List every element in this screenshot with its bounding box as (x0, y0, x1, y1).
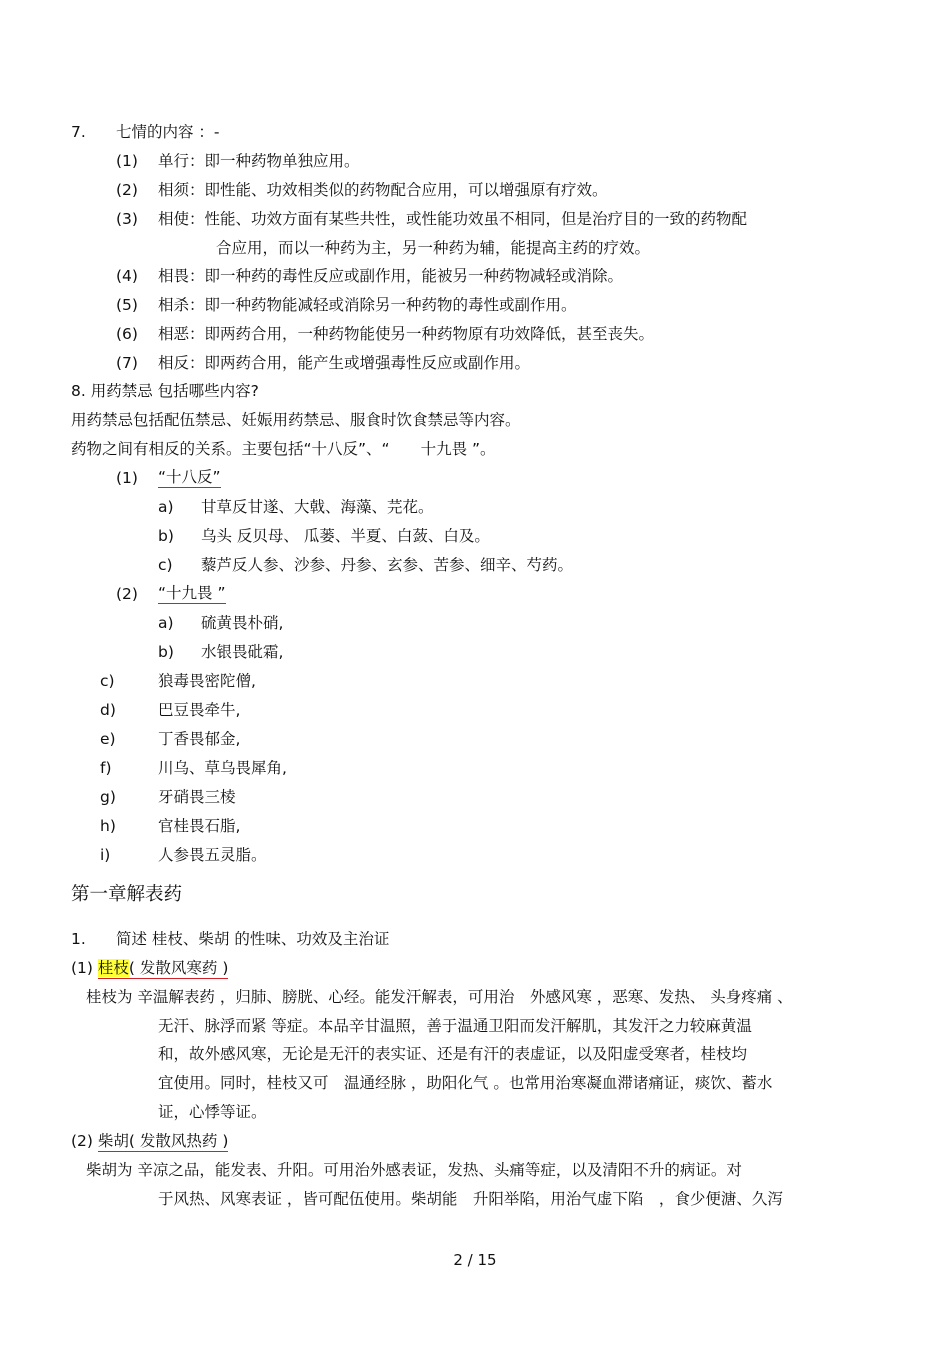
sub-item-text: 水银畏砒霜, (201, 643, 284, 661)
herb-number: (2) (71, 1132, 93, 1150)
paragraph-line: 和，故外感风寒，无论是无汗的表实证、还是有汗的表虚证，以及阳虚受寒者，桂枝均 (158, 1045, 748, 1063)
item-text: 相恶：即两药合用，一种药物能使另一种药物原有功效降低，甚至丧失。 (158, 325, 655, 343)
item-number: (1) (116, 152, 138, 170)
question-text: 简述 桂枝、柴胡 的性味、功效及主治证 (116, 930, 390, 948)
sub-item-number: f) (100, 759, 112, 777)
underlined-label: “十九畏 ” (158, 584, 226, 602)
question-number: 1. (71, 930, 86, 948)
paragraph: 药物之间有相反的关系。主要包括“十八反”、“ 十九畏 ”。 (71, 440, 496, 458)
herb-heading-chaihu (71, 1131, 228, 1151)
sub-item-number: b) (158, 527, 174, 545)
eighteen-antagonisms-label (158, 467, 221, 487)
item-number: (6) (116, 325, 138, 343)
item-number: (7) (116, 354, 138, 372)
paragraph-line: 桂枝为 辛温解表药 ，归肺、膀胱、心经。能发汗解表，可用治 外感风寒 ，恶寒、发热、 头身疼痛 、 (86, 988, 793, 1006)
page-number: 2 / 15 (453, 1251, 497, 1269)
item-text: 相须：即性能、功效相类似的药物配合应用，可以增强原有疗效。 (158, 181, 608, 199)
sub-item-number: b) (158, 643, 174, 661)
chapter-title: 第一章解表药 (71, 884, 183, 905)
sub-item-text: 狼毒畏密陀僧, (158, 672, 256, 690)
herb-heading-guizhi (71, 958, 228, 978)
sub-item-text: 丁香畏郁金, (158, 730, 241, 748)
sub-item-number: a) (158, 498, 174, 516)
item-text: 单行：即一种药物单独应用。 (158, 152, 360, 170)
paragraph-line: 无汗、脉浮而紧 等症。本品辛甘温照，善于温通卫阳而发汗解肌，其发汗之力较麻黄温 (158, 1017, 752, 1035)
sub-item-number: c) (100, 672, 115, 690)
item-text: 相畏：即一种药的毒性反应或副作用，能被另一种药物减轻或消除。 (158, 267, 624, 285)
sub-item-text: 人参畏五灵脂。 (158, 846, 267, 864)
item-number: (1) (116, 469, 138, 487)
sub-item-text: 甘草反甘遂、大戟、海藻、芫花。 (201, 498, 434, 516)
item-number: (3) (116, 210, 138, 228)
sub-item-text: 巴豆畏牵牛, (158, 701, 241, 719)
underlined-label: “十八反” (158, 468, 221, 486)
item-number: (2) (116, 181, 138, 199)
highlighted-herb-name: 桂枝 (97, 959, 129, 977)
herb-number: (1) (71, 959, 93, 977)
paragraph-line: 于风热、风寒表证 ，皆可配伍使用。柴胡能 升阳举陷，用治气虚下陷 ，食少便溏、久泻 (158, 1190, 783, 1208)
paragraph-line: 宜使用。同时，桂枝又可 温通经脉 ，助阳化气 。也常用治寒凝血滞诸痛证，痰饮、蓄水 (158, 1074, 773, 1092)
section-7-number: 7. (71, 123, 86, 141)
paragraph: 用药禁忌包括配伍禁忌、妊娠用药禁忌、服食时饮食禁忌等内容。 (71, 411, 521, 429)
item-text: 相使：性能、功效方面有某些共性，或性能功效虽不相同，但是治疗目的一致的药物配 (158, 210, 748, 228)
section-8-title: 8. 用药禁忌 包括哪些内容? (71, 382, 259, 400)
sub-item-number: g) (100, 788, 116, 806)
item-number: (4) (116, 267, 138, 285)
herb-name-group (98, 1132, 228, 1152)
sub-item-text: 藜芦反人参、沙参、丹参、玄参、苦参、细辛、芍药。 (201, 556, 574, 574)
sub-item-number: h) (100, 817, 116, 835)
sub-item-text: 官桂畏石脂, (158, 817, 241, 835)
herb-name-group (98, 959, 228, 979)
item-number: (2) (116, 585, 138, 603)
sub-item-number: a) (158, 614, 174, 632)
herb-category: ( 发散风寒药 ) (128, 959, 229, 977)
item-text: 相杀：即一种药物能减轻或消除另一种药物的毒性或副作用。 (158, 296, 577, 314)
herb-category: ( 发散风热药 ) (128, 1132, 229, 1150)
sub-item-text: 乌头 反贝母、 瓜蒌、半夏、白蔹、白及。 (201, 527, 490, 545)
sub-item-text: 川乌、草乌畏犀角, (158, 759, 287, 777)
paragraph-line: 柴胡为 辛凉之品，能发表、升阳。可用治外感表证，发热、头痛等症，以及清阳不升的病证。对 (86, 1161, 742, 1179)
nineteen-incompatibilities-label (158, 583, 226, 603)
sub-item-text: 硫黄畏朴硝, (201, 614, 284, 632)
section-7-title: 七情的内容 ：- (116, 123, 220, 141)
herb-name: 柴胡 (97, 1132, 129, 1150)
sub-item-number: e) (100, 730, 116, 748)
paragraph-line: 证，心悸等证。 (158, 1103, 267, 1121)
item-number: (5) (116, 296, 138, 314)
sub-item-text: 牙硝畏三棱 (158, 788, 236, 806)
item-text: 相反：即两药合用，能产生或增强毒性反应或副作用。 (158, 354, 531, 372)
sub-item-number: i) (100, 846, 111, 864)
item-text-continued: 合应用，而以一种药为主，另一种药为辅，能提高主药的疗效。 (216, 239, 651, 257)
sub-item-number: d) (100, 701, 116, 719)
sub-item-number: c) (158, 556, 173, 574)
